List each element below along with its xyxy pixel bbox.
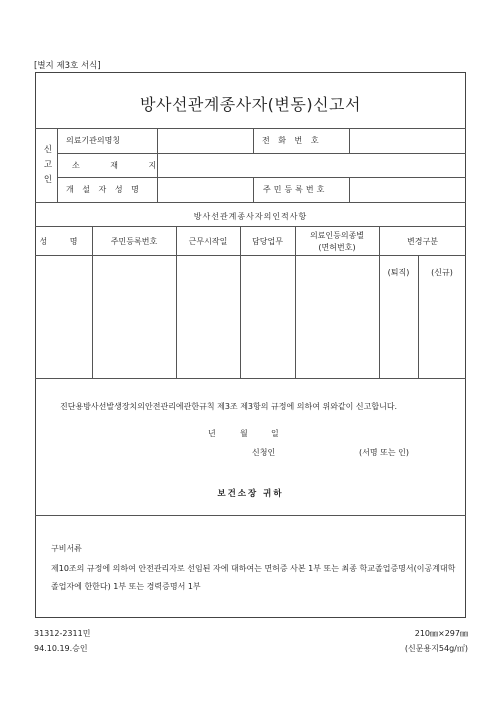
institution-name-label: 의료기관의명칭 — [66, 136, 121, 145]
applicant-char: 인 — [43, 175, 53, 185]
form-code: 31312-2311민 — [34, 629, 91, 638]
divider — [35, 255, 466, 256]
declaration-text: 진단용방사선발생장치의안전관리에관한규칙 제3조 제3항의 규정에 의하여 위와같이 신고합니다. — [60, 402, 398, 411]
divider — [176, 226, 177, 378]
divider — [35, 128, 466, 129]
divider — [253, 177, 254, 202]
divider — [349, 128, 350, 153]
divider — [35, 515, 466, 516]
divider — [57, 177, 466, 178]
form-label: [별지 제3호 서식] — [34, 61, 101, 71]
column-header-resident-no: 주민등록번호 — [110, 237, 158, 246]
divider — [379, 226, 380, 378]
change-option-new: (신규) — [431, 268, 453, 277]
signature-note: (서명 또는 인) — [359, 448, 409, 457]
divider — [35, 202, 466, 203]
divider — [349, 177, 350, 202]
applicant-char: 고 — [43, 160, 53, 170]
column-header-duty: 담당업무 — [252, 237, 283, 246]
authority-addressee: 보건소장 귀하 — [217, 489, 284, 499]
required-docs-text: 제10조의 규정에 의하여 안전관리자로 선임된 자에 대하여는 면허증 사본 1부 또는 최종 학교졸업증명서(이공계대학 졸업자에 한한다) 1부 또는 경력증명서 1부 — [51, 564, 456, 591]
date-month-label: 월 — [240, 429, 248, 438]
divider — [57, 153, 466, 154]
form-title: 방사선관계종사자(변동)신고서 — [140, 95, 361, 114]
resident-number-label: 주민등록번호 — [263, 185, 328, 194]
column-header-license: 의료인등의종별 — [309, 231, 365, 240]
change-option-retired: (퇴직) — [387, 268, 410, 277]
divider — [253, 128, 254, 153]
section-title: 방사선관계종사자의인적사항 — [193, 212, 308, 221]
date-day-label: 일 — [271, 429, 279, 438]
paper-spec: (신문용지54g/㎡) — [404, 644, 468, 653]
applicant-char: 신 — [43, 145, 53, 155]
divider — [57, 128, 58, 202]
approval-date: 94.10.19.승인 — [34, 644, 88, 653]
required-docs-title: 구비서류 — [51, 544, 82, 553]
divider — [35, 378, 466, 379]
divider — [240, 226, 241, 378]
address-label: 소 재 지 — [72, 161, 171, 170]
paper-size: 210㎜×297㎜ — [414, 629, 468, 638]
applicant-label — [42, 143, 54, 188]
column-header-change-type: 변경구분 — [407, 237, 438, 246]
founder-name-label: 개 설 자 성 명 — [66, 185, 142, 194]
column-header-license-number: (면허번호) — [318, 243, 356, 252]
phone-label: 전 화 번 호 — [262, 136, 322, 145]
date-year-label: 년 — [208, 429, 216, 438]
divider — [92, 226, 93, 378]
applicant-sign-label: 신청인 — [252, 448, 276, 457]
column-header-name: 성 명 — [39, 237, 88, 246]
divider — [35, 226, 466, 227]
column-header-start-date: 근무시작일 — [188, 237, 228, 246]
